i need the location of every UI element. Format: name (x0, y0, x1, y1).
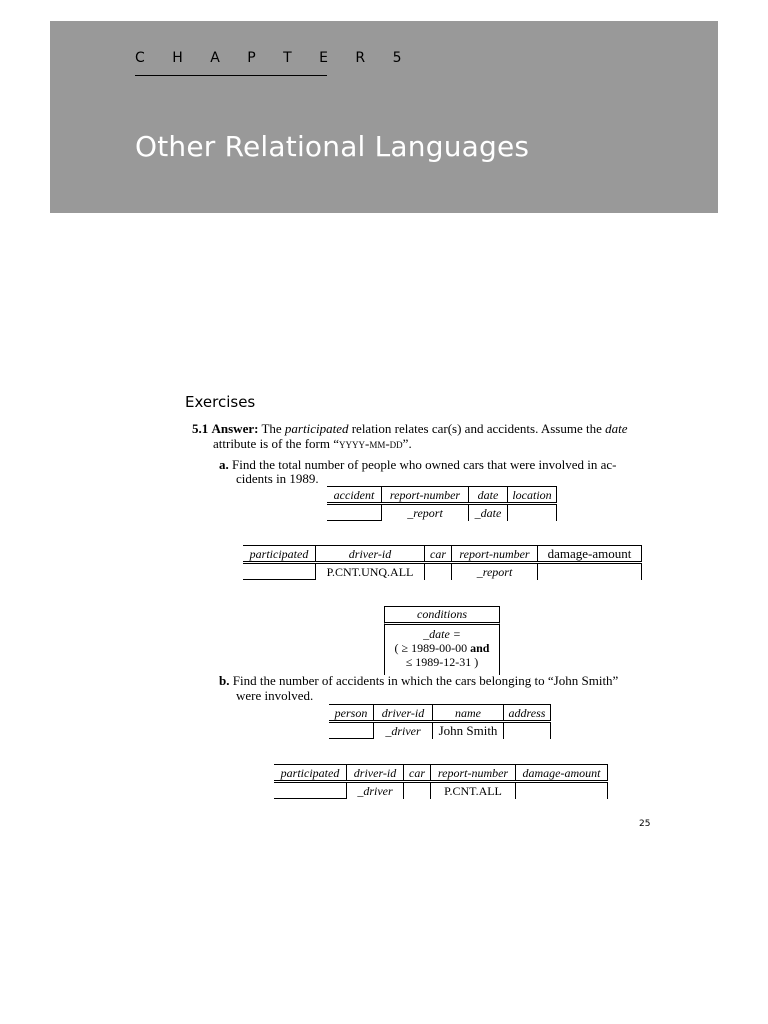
table-header-cell: report-number (382, 487, 469, 504)
table-header-cell: person (329, 705, 374, 722)
part-a-line2: cidents in 1989. (236, 471, 319, 486)
chapter-rule (135, 75, 327, 76)
table-cell (516, 782, 608, 799)
conditions-line2-prefix: ( ≥ 1989-00-00 (394, 641, 471, 655)
table-header-cell: report-number (431, 765, 516, 782)
table-cell (538, 563, 642, 580)
table-cell: _report (382, 504, 469, 521)
table-header-cell: driver-id (374, 705, 433, 722)
qbe-table-accident (327, 486, 557, 521)
conditions-and: and (470, 641, 490, 655)
part-b-text1: Find the number of accidents in which the cars belonging to “John Smith” (232, 673, 619, 688)
intro-date: date (605, 421, 628, 436)
intro-date-format: yyyy-mm-dd (339, 436, 403, 451)
intro-participated: participated (284, 421, 349, 436)
table-cell (243, 563, 316, 580)
part-b-line2: were involved. (236, 688, 314, 703)
exercise-intro-line1 (192, 421, 628, 436)
part-a-label: a. (219, 457, 229, 472)
table-cell: _report (452, 563, 538, 580)
table-header-cell: driver-id (347, 765, 404, 782)
intro-text-mid: relation relates car(s) and accidents. Assume the (351, 421, 602, 436)
table-cell (404, 782, 431, 799)
table-header-cell: accident (327, 487, 382, 504)
table-header-cell: participated (274, 765, 347, 782)
table-cell: John Smith (433, 722, 504, 739)
intro-text-the: The (261, 421, 282, 436)
table-header-cell: date (469, 487, 508, 504)
exercise-number: 5.1 (192, 421, 209, 436)
qbe-conditions-box (384, 606, 500, 675)
table-header-cell: location (508, 487, 557, 504)
table-cell: _date (469, 504, 508, 521)
conditions-line2 (385, 641, 499, 655)
section-heading: Exercises (185, 393, 256, 411)
conditions-header: conditions (384, 606, 500, 625)
answer-label: Answer: (211, 421, 259, 436)
part-b-label: b. (219, 673, 230, 688)
intro-line2-b: ”. (402, 436, 412, 451)
intro-line2-a: attribute is of the form “ (213, 436, 339, 451)
table-cell: _driver (347, 782, 404, 799)
table-header-cell: car (425, 546, 452, 563)
part-a-line1 (219, 457, 616, 472)
table-cell (329, 722, 374, 739)
table-header-cell: damage-amount (516, 765, 608, 782)
part-b-line1 (219, 673, 618, 688)
chapter-label: C H A P T E R 5 (135, 50, 414, 66)
conditions-body (384, 625, 500, 675)
table-header-cell: damage-amount (538, 546, 642, 563)
table-header-cell: report-number (452, 546, 538, 563)
table-cell (504, 722, 551, 739)
table-cell: _driver (374, 722, 433, 739)
table-header-cell: name (433, 705, 504, 722)
qbe-table-participated-a (243, 545, 642, 580)
table-cell (274, 782, 347, 799)
table-header-cell: address (504, 705, 551, 722)
table-cell: P.CNT.UNQ.ALL (316, 563, 425, 580)
table-cell (327, 504, 382, 521)
qbe-table-person (329, 704, 551, 739)
part-a-text1: Find the total number of people who owned cars that were involved in ac- (232, 457, 617, 472)
table-cell (425, 563, 452, 580)
table-header-cell: car (404, 765, 431, 782)
table-header-cell: driver-id (316, 546, 425, 563)
table-cell (508, 504, 557, 521)
chapter-title: Other Relational Languages (135, 130, 530, 163)
conditions-line1: _date = (423, 627, 461, 641)
qbe-table-participated-b (274, 764, 608, 799)
conditions-line3: ≤ 1989-12-31 ) (405, 655, 479, 669)
table-header-cell: participated (243, 546, 316, 563)
table-cell: P.CNT.ALL (431, 782, 516, 799)
page-number: 25 (639, 819, 651, 829)
exercise-intro-line2 (213, 436, 412, 451)
